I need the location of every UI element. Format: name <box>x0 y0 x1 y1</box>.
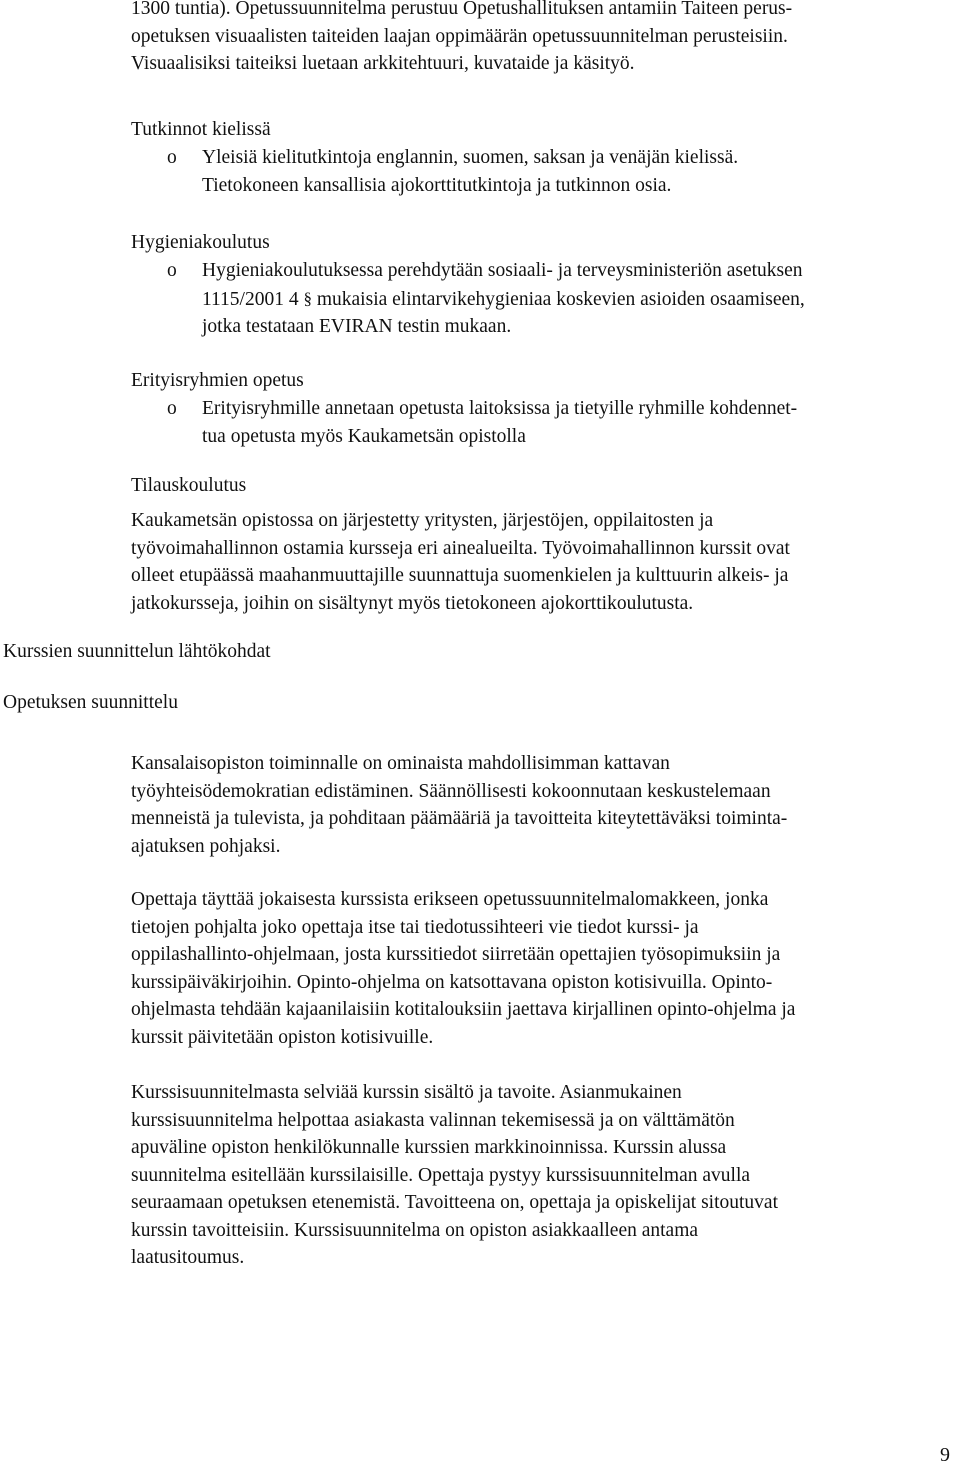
text-line: jatkokursseja, joihin on sisältynyt myös tietokoneen ajokorttikoulutusta. <box>131 592 694 614</box>
text-line: Kurssisuunnitelmasta selviää kurssin sisältö ja tavoite. Asianmukainen <box>131 1082 682 1103</box>
text-line: kurssipäiväkirjoihin. Opinto-ohjelma on katsottavana opiston kotisivuilla. Opinto- <box>131 971 773 993</box>
text-line: Opettaja täyttää jokaisesta kurssista erikseen opetussuunnitelmalomakkeen, jonka <box>131 889 769 910</box>
tilaus-paragraph <box>131 507 943 617</box>
text-line: Tietokoneen kansallisia ajokorttitutkintoja ja tutkinnon osia. <box>202 174 672 196</box>
section-sign: § <box>303 288 312 308</box>
section-heading-tutkinnot: Tutkinnot kielissä <box>131 119 271 140</box>
bullet-marker: o <box>167 260 177 281</box>
text-line: kurssit päivitetään opiston kotisivuille. <box>131 1026 434 1048</box>
text-line: suunnitelma esitellään kurssilaisille. Opettaja pystyy kurssisuunnitelman avulla <box>131 1164 751 1186</box>
text-line: kurssisuunnitelma helpottaa asiakasta valinnan tekemisessä ja on välttämätön <box>131 1109 735 1131</box>
text-line: opetuksen visuaalisten taiteiden laajan oppimäärän opetussuunnitelman perusteisiin. <box>131 25 788 47</box>
text-line: olleet etupäässä maahanmuuttajille suunnattuja suomenkielen ja kulttuurin alkeis- ja <box>131 565 789 586</box>
page-number: 9 <box>940 1444 950 1466</box>
text-line: menneistä ja tulevista, ja pohditaan päämääriä ja tavoitteita kiteytettäväksi toiminta- <box>131 808 788 829</box>
text-line: oppilashallinto-ohjelmaan, josta kurssitiedot siirretään opettajien työsopimuksiin ja <box>131 944 781 965</box>
text-line: apuväline opiston henkilökunnalle kurssien markkinoinnissa. Kurssin alussa <box>131 1137 727 1158</box>
text-fragment: mukaisia elintarvikehygieniaa koskevien asioiden osaamiseen, <box>311 288 805 310</box>
text-fragment: 1115/2001 4 <box>202 288 304 310</box>
bullet-item-erityis <box>167 395 947 450</box>
section-heading-tilaus: Tilauskoulutus <box>131 475 247 496</box>
text-line: Visuaalisiksi taiteiksi luetaan arkkitehtuuri, kuvataide ja käsityö. <box>131 53 635 74</box>
text-line: Kaukametsän opistossa on järjestetty yritysten, järjestöjen, oppilaitosten ja <box>131 510 714 531</box>
text-line <box>202 285 947 314</box>
text-line: Erityisryhmille annetaan opetusta laitoksissa ja tietyille ryhmille kohdennet- <box>202 398 798 419</box>
text-line: työyhteisödemokratian edistäminen. Säännöllisesti kokoonnutaan keskustelemaan <box>131 780 771 802</box>
text-line: tua opetusta myös Kaukametsän opistolla <box>202 425 526 447</box>
text-line: Hygieniakoulutuksessa perehdytään sosiaali- ja terveysministeriön asetuksen <box>202 260 803 281</box>
text-line: ohjelmasta tehdään kajaanilaisiin kotitalouksiin jaettava kirjallinen opinto-ohjelma ja <box>131 999 796 1020</box>
text-line: kurssin tavoitteisiin. Kurssisuunnitelma on opiston asiakkaalleen antama <box>131 1219 699 1241</box>
text-line: Yleisiä kielitutkintoja englannin, suomen, saksan ja venäjän kielissä. <box>202 147 739 168</box>
bullet-marker: o <box>167 147 177 168</box>
paragraph-1 <box>131 750 943 860</box>
text-line: tietojen pohjalta joko opettaja itse tai tiedotussihteeri vie tiedot kurssi- ja <box>131 916 699 938</box>
text-line: laatusitoumus. <box>131 1247 245 1268</box>
text-line: ajatuksen pohjaksi. <box>131 835 281 857</box>
section-heading-hygienia: Hygieniakoulutus <box>131 232 270 253</box>
text-line: Kansalaisopiston toiminnalle on ominaista mahdollisimman kattavan <box>131 753 670 774</box>
section-heading-erityis: Erityisryhmien opetus <box>131 370 304 391</box>
main-heading: Kurssien suunnittelun lähtökohdat <box>3 641 271 662</box>
text-line: jotka testataan EVIRAN testin mukaan. <box>202 316 512 337</box>
bullet-item-hygienia <box>167 257 947 341</box>
sub-heading: Opetuksen suunnittelu <box>3 692 178 713</box>
paragraph-3 <box>131 1079 943 1272</box>
text-line: työvoimahallinnon ostamia kursseja eri ainealueilta. Työvoimahallinnon kurssit ovat <box>131 537 790 559</box>
bullet-marker: o <box>167 398 177 419</box>
text-line: seuraamaan opetuksen etenemistä. Tavoitteena on, opettaja ja opiskelijat sitoutuvat <box>131 1192 778 1213</box>
bullet-item-tutkinnot <box>167 144 947 199</box>
paragraph-2 <box>131 886 943 1051</box>
text-line: 1300 tuntia). Opetussuunnitelma perustuu Opetushallituksen antamiin Taiteen perus- <box>131 0 793 19</box>
intro-paragraph <box>131 0 943 78</box>
